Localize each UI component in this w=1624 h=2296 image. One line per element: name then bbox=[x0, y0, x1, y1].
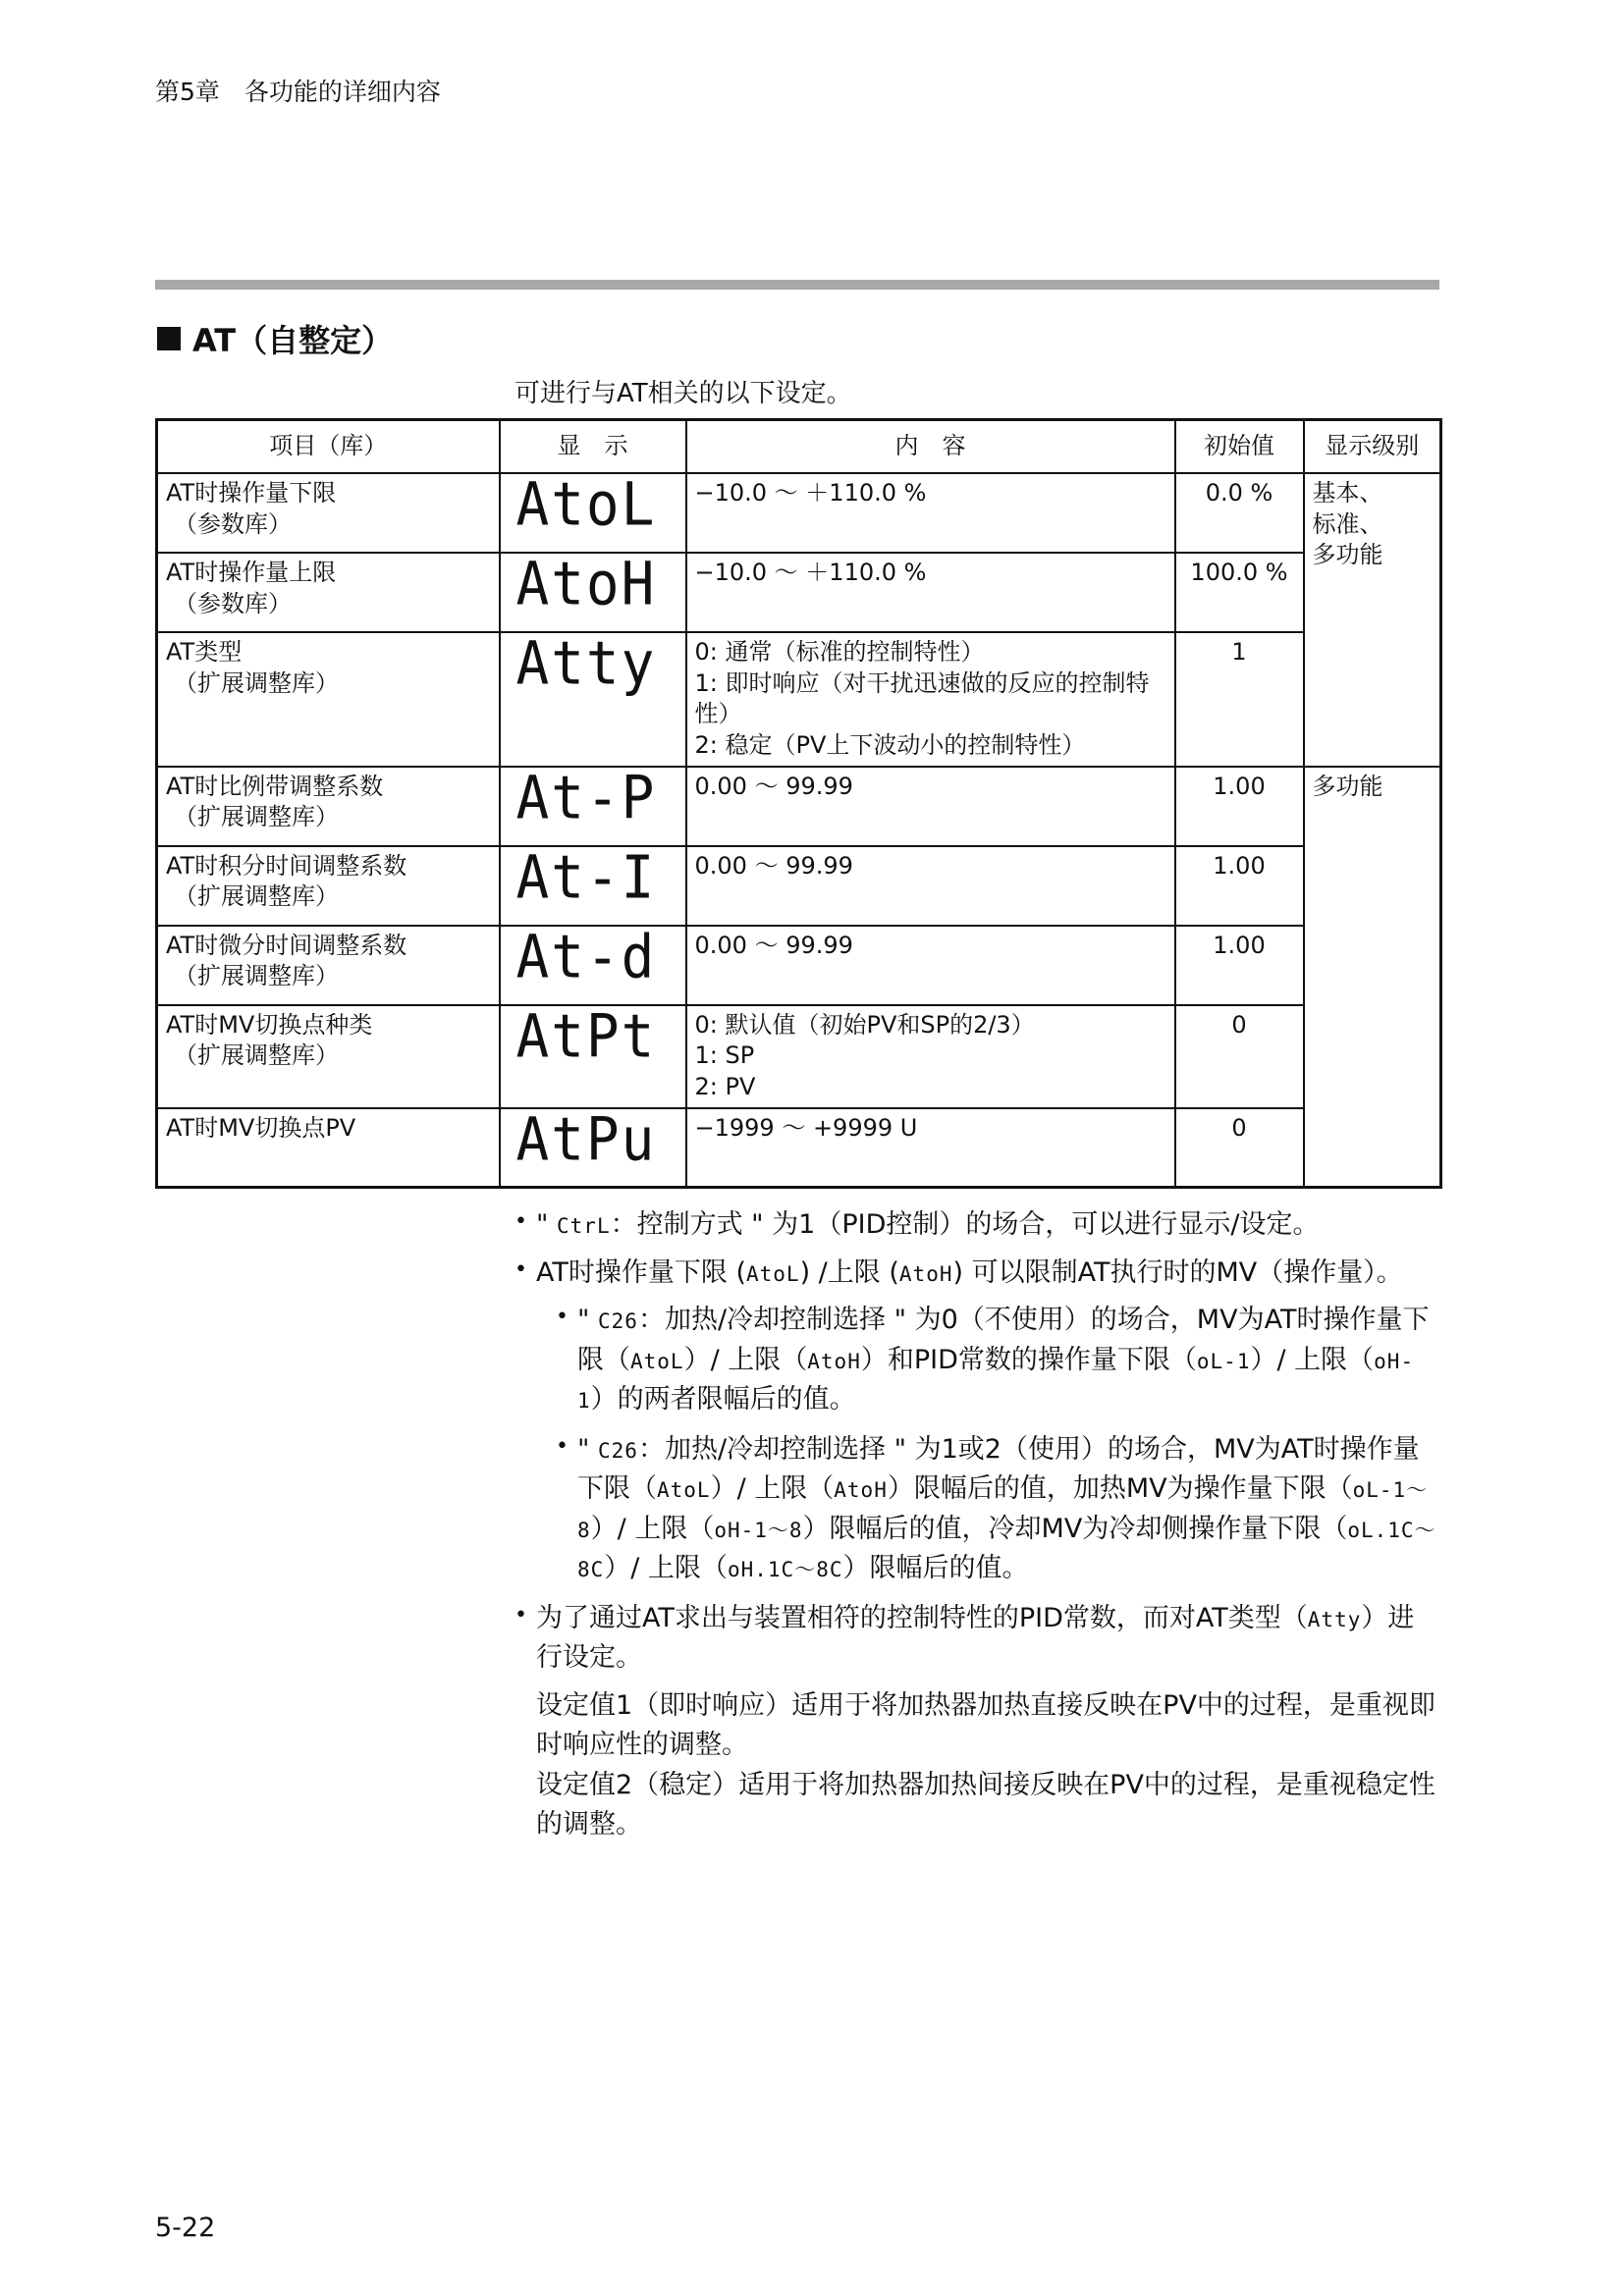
segment-display: At-I bbox=[515, 843, 657, 913]
display-cell bbox=[500, 843, 686, 926]
content-cell bbox=[686, 926, 1175, 1005]
segment-code: oL.1C～8C bbox=[577, 1518, 1436, 1581]
initial-cell: 0 bbox=[1175, 1108, 1304, 1188]
segment-code: oL-1～8 bbox=[577, 1478, 1429, 1542]
table-row bbox=[157, 767, 1441, 846]
note-text: ）限幅后的值，加热MV为操作量下限（ bbox=[887, 1473, 1353, 1504]
initial-cell: 100.0 % bbox=[1175, 553, 1304, 632]
notes-section bbox=[514, 1205, 1437, 1845]
content-cell bbox=[686, 553, 1175, 632]
sub-note-item bbox=[538, 1301, 1437, 1420]
display-cell bbox=[500, 764, 686, 846]
item-name: AT时操作量上限 bbox=[166, 559, 337, 586]
content-line: 0.00 ～ 99.99 bbox=[694, 851, 853, 880]
segment-display: AtPu bbox=[515, 1105, 657, 1175]
note-text: ）限幅后的值，冷却MV为冷却侧操作量下限（ bbox=[802, 1513, 1348, 1544]
chapter-header: 第5章 各功能的详细内容 bbox=[155, 78, 441, 106]
header-display: 显 示 bbox=[500, 420, 686, 474]
table-row bbox=[157, 473, 1441, 553]
content-line: 0.00 ～ 99.99 bbox=[694, 931, 853, 959]
segment-code: AtoL bbox=[630, 1349, 684, 1373]
initial-cell: 0.0 % bbox=[1175, 473, 1304, 553]
note-text: ）/ 上限（ bbox=[683, 1344, 808, 1375]
segment-code: C26 bbox=[598, 1309, 638, 1333]
segment-display: Atty bbox=[515, 629, 657, 699]
note-text: ：控制方式 " 为1（PID控制）的场合，可以进行显示/设定。 bbox=[610, 1209, 1320, 1240]
item-bank: （扩展调整库） bbox=[174, 962, 339, 990]
item-name: AT时积分时间调整系数 bbox=[166, 851, 407, 880]
item-cell bbox=[157, 1108, 500, 1188]
segment-code: AtoL bbox=[657, 1478, 711, 1502]
item-bank: （扩展调整库） bbox=[174, 668, 339, 697]
segment-display: AtoL bbox=[515, 470, 657, 540]
note-text: ）的两者限幅后的值。 bbox=[590, 1384, 856, 1415]
item-cell bbox=[157, 926, 500, 1005]
content-line: 2: PV bbox=[694, 1073, 756, 1101]
item-cell bbox=[157, 767, 500, 846]
display-cell bbox=[500, 1105, 686, 1188]
content-cell bbox=[686, 473, 1175, 553]
content-cell bbox=[686, 767, 1175, 846]
page-number: 5-22 bbox=[155, 2213, 216, 2243]
content-line: 1: 即时响应（对干扰迅速做的反应的控制特性） bbox=[694, 668, 1150, 728]
display-cell bbox=[500, 1002, 686, 1108]
item-bank: （扩展调整库） bbox=[174, 1041, 339, 1070]
segment-display: AtoH bbox=[515, 550, 657, 619]
note-text: ）和PID常数的操作量下限（ bbox=[860, 1344, 1197, 1375]
section-intro: 可进行与AT相关的以下设定。 bbox=[514, 379, 852, 408]
item-bank: （扩展调整库） bbox=[174, 803, 339, 831]
section-title-text: AT（自整定） bbox=[192, 322, 394, 359]
display-cell bbox=[500, 550, 686, 632]
square-bullet-icon bbox=[157, 327, 181, 350]
item-bank: （参数库） bbox=[174, 589, 292, 617]
item-bank: （参数库） bbox=[174, 509, 292, 538]
segment-code: oH-1～8 bbox=[714, 1518, 803, 1542]
content-line: 2: 稳定（PV上下波动小的控制特性） bbox=[694, 731, 1086, 760]
note-text: ：加热/冷却控制选择 " 为0（不使用）的场合，MV为AT时操作量下限（ bbox=[577, 1305, 1430, 1375]
segment-code: C26 bbox=[598, 1438, 638, 1463]
display-cell bbox=[500, 629, 686, 767]
content-line: −1999 ～ +9999 U bbox=[694, 1113, 918, 1142]
content-line: −10.0 ～ ＋110.0 % bbox=[694, 479, 927, 507]
initial-cell: 1 bbox=[1175, 632, 1304, 767]
item-name: AT时微分时间调整系数 bbox=[166, 931, 407, 959]
initial-cell: 1.00 bbox=[1175, 846, 1304, 926]
table-row bbox=[157, 632, 1441, 767]
header-item: 项目（库） bbox=[157, 420, 500, 474]
table-row bbox=[157, 926, 1441, 1005]
item-name: AT类型 bbox=[166, 638, 243, 666]
item-name: AT时MV切换点种类 bbox=[166, 1010, 373, 1039]
note-paragraph: 设定值2（稳定）适用于将加热器加热间接反映在PV中的过程，是重视稳定性的调整。 bbox=[536, 1769, 1435, 1840]
content-cell bbox=[686, 846, 1175, 926]
item-cell bbox=[157, 846, 500, 926]
table-row bbox=[157, 1005, 1441, 1108]
item-cell bbox=[157, 553, 500, 632]
item-bank: （扩展调整库） bbox=[174, 882, 339, 911]
content-line: 1: SP bbox=[694, 1041, 755, 1070]
segment-code: Atty bbox=[1307, 1607, 1362, 1631]
content-line: −10.0 ～ ＋110.0 % bbox=[694, 559, 927, 586]
initial-cell: 1.00 bbox=[1175, 767, 1304, 846]
note-paragraph: 设定值1（即时响应）适用于将加热器加热直接反映在PV中的过程，是重视即时响应性的调整。 bbox=[536, 1689, 1435, 1760]
initial-cell: 1.00 bbox=[1175, 926, 1304, 1005]
content-cell bbox=[686, 632, 1175, 767]
section-divider bbox=[155, 280, 1439, 290]
note-text: " bbox=[577, 1305, 599, 1335]
sub-note-item bbox=[538, 1430, 1437, 1589]
note-text: ：加热/冷却控制选择 " 为1或2（使用）的场合，MV为AT时操作量下限（ bbox=[577, 1433, 1420, 1504]
segment-code: CtrL bbox=[557, 1214, 611, 1238]
parameter-table bbox=[155, 418, 1442, 1189]
content-cell bbox=[686, 1108, 1175, 1188]
segment-code: oH.1C～8C bbox=[727, 1558, 843, 1581]
item-cell bbox=[157, 473, 500, 553]
initial-cell: 0 bbox=[1175, 1005, 1304, 1108]
segment-code: AtoH bbox=[898, 1261, 953, 1286]
segment-code: AtoL bbox=[745, 1261, 800, 1286]
note-text: ）/ 上限（ bbox=[710, 1473, 835, 1504]
content-line: 0: 默认值（初始PV和SP的2/3） bbox=[694, 1010, 1035, 1039]
note-text: AT时操作量下限 ( bbox=[536, 1256, 746, 1288]
segment-display: AtPt bbox=[515, 1002, 657, 1072]
note-text: ）进行设定。 bbox=[536, 1602, 1415, 1673]
section-title bbox=[157, 316, 393, 361]
note-text: " bbox=[577, 1433, 599, 1465]
item-cell bbox=[157, 632, 500, 767]
note-text: ）限幅后的值。 bbox=[842, 1553, 1029, 1583]
item-cell bbox=[157, 1005, 500, 1108]
note-text: ）/ 上限（ bbox=[590, 1513, 715, 1544]
note-text: ) 可以限制AT执行时的MV（操作量）。 bbox=[952, 1256, 1403, 1288]
table-row bbox=[157, 1108, 1441, 1188]
table-header-row bbox=[157, 420, 1441, 474]
note-item bbox=[514, 1205, 1437, 1246]
note-item bbox=[514, 1599, 1437, 1679]
note-text: ）/ 上限（ bbox=[604, 1553, 728, 1583]
note-text: 为了通过AT求出与装置相符的控制特性的PID常数，而对AT类型（ bbox=[536, 1602, 1308, 1633]
header-content: 内 容 bbox=[686, 420, 1175, 474]
content-line: 0: 通常（标准的控制特性） bbox=[694, 638, 985, 666]
segment-code: AtoH bbox=[807, 1349, 861, 1373]
note-item bbox=[514, 1254, 1437, 1294]
table-row bbox=[157, 846, 1441, 926]
segment-code: AtoH bbox=[834, 1478, 888, 1502]
header-level: 显示级别 bbox=[1304, 420, 1441, 474]
level-cell: 多功能 bbox=[1304, 767, 1441, 1188]
level-cell: 基本、 标准、 多功能 bbox=[1304, 473, 1441, 767]
display-cell bbox=[500, 470, 686, 553]
note-text: ）/ 上限（ bbox=[1250, 1344, 1375, 1375]
content-cell bbox=[686, 1005, 1175, 1108]
content-line: 0.00 ～ 99.99 bbox=[694, 772, 853, 800]
segment-display: At-P bbox=[515, 764, 657, 833]
segment-code: oH-1 bbox=[577, 1349, 1415, 1413]
note-text: ) /上限 ( bbox=[799, 1256, 899, 1288]
display-cell bbox=[500, 923, 686, 1005]
table-row bbox=[157, 553, 1441, 632]
item-name: AT时MV切换点PV bbox=[166, 1113, 356, 1142]
segment-code: oL-1 bbox=[1196, 1349, 1251, 1373]
note-text: " bbox=[536, 1209, 558, 1240]
segment-display: At-d bbox=[515, 923, 657, 992]
item-name: AT时操作量下限 bbox=[166, 479, 337, 507]
item-name: AT时比例带调整系数 bbox=[166, 772, 384, 800]
header-initial: 初始值 bbox=[1175, 420, 1304, 474]
